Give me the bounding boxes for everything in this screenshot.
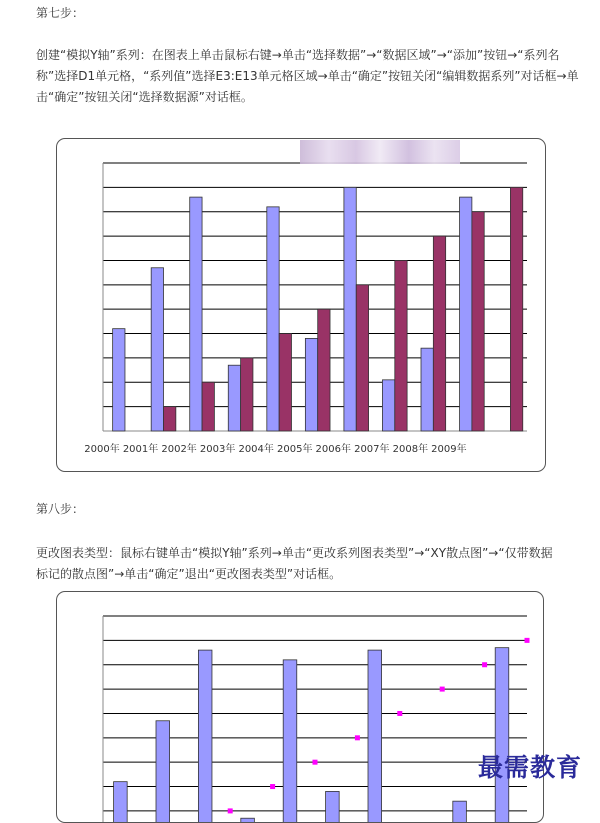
bar-series1 bbox=[344, 187, 356, 431]
scatter-point bbox=[397, 711, 402, 716]
x-tick-label: 2009年 bbox=[431, 444, 467, 455]
bar-series2 bbox=[395, 260, 407, 431]
bar-series1 bbox=[283, 660, 297, 822]
bar-series2 bbox=[433, 236, 445, 431]
step8-title: 第八步： bbox=[36, 502, 85, 516]
bar-series1 bbox=[156, 721, 170, 822]
bar-series1 bbox=[326, 791, 340, 822]
watermark-logo: 最需教育 bbox=[478, 753, 583, 782]
scatter-point bbox=[355, 735, 360, 740]
scatter-point bbox=[270, 784, 275, 789]
scatter-point bbox=[440, 687, 445, 692]
x-tick-label: 2007年 bbox=[354, 444, 390, 455]
step7-title: 第七步： bbox=[36, 6, 85, 20]
bar-series1 bbox=[267, 207, 279, 431]
chart2 bbox=[57, 592, 543, 822]
bar-series2 bbox=[510, 187, 522, 431]
bar-series1 bbox=[495, 648, 509, 822]
x-tick-label: 2004年 bbox=[238, 444, 274, 455]
bar-series1 bbox=[198, 650, 212, 822]
bar-series1 bbox=[151, 268, 163, 431]
chart1 bbox=[57, 139, 545, 471]
scatter-point bbox=[228, 808, 233, 813]
scatter-point bbox=[482, 662, 487, 667]
x-tick-label: 2001年 bbox=[122, 444, 159, 455]
bar-series2 bbox=[241, 358, 253, 431]
bar-series2 bbox=[472, 212, 484, 431]
chart1-frame bbox=[56, 138, 546, 472]
bar-series1 bbox=[228, 365, 240, 431]
x-tick-label: 2008年 bbox=[392, 444, 429, 455]
bar-series2 bbox=[356, 285, 368, 431]
bar-series1 bbox=[113, 329, 125, 431]
bar-series1 bbox=[305, 338, 317, 431]
bar-series1 bbox=[368, 650, 382, 822]
bar-series2 bbox=[202, 382, 214, 431]
step7-line2: 称”选择D1单元格，“系列值”选择E3:E13单元格区域→单击“确定”按钮关闭“编辑数据系列”对话框→单 bbox=[36, 69, 579, 83]
x-tick-label: 2002年 bbox=[161, 444, 197, 455]
bar-series2 bbox=[164, 407, 176, 431]
x-tick-label: 2000年 bbox=[84, 444, 120, 455]
bar-series1 bbox=[421, 348, 433, 431]
step8-line2: 标记的散点图”→单击“确定”退出“更改图表类型”对话框。 bbox=[36, 567, 342, 581]
step7-paragraph bbox=[36, 45, 584, 108]
step7-line1: 创建“模拟Y轴”系列：在图表上单击鼠标右键→单击“选择数据”→“数据区域”→“添加”按钮→“系列名 bbox=[36, 48, 560, 62]
scatter-point bbox=[313, 760, 318, 765]
bar-series1 bbox=[453, 801, 467, 822]
bar-series1 bbox=[114, 782, 128, 822]
chart2-frame bbox=[56, 591, 544, 823]
step7-line3: 击“确定”按钮关闭“选择数据源”对话框。 bbox=[36, 90, 253, 104]
x-tick-label: 2006年 bbox=[315, 444, 351, 455]
bar-series1 bbox=[241, 818, 255, 822]
scatter-point bbox=[525, 638, 530, 643]
bar-series1 bbox=[460, 197, 472, 431]
blurred-overlay bbox=[300, 140, 460, 164]
bar-series2 bbox=[279, 334, 291, 431]
x-tick-label: 2005年 bbox=[277, 444, 313, 455]
step8-paragraph bbox=[36, 543, 584, 585]
x-tick-label: 2003年 bbox=[199, 444, 236, 455]
bar-series2 bbox=[318, 309, 330, 431]
step8-line1: 更改图表类型：鼠标右键单击“模拟Y轴”系列→单击“更改系列图表类型”→“XY散点图”→“仅带数据 bbox=[36, 546, 553, 560]
bar-series1 bbox=[382, 380, 394, 431]
bar-series1 bbox=[190, 197, 202, 431]
